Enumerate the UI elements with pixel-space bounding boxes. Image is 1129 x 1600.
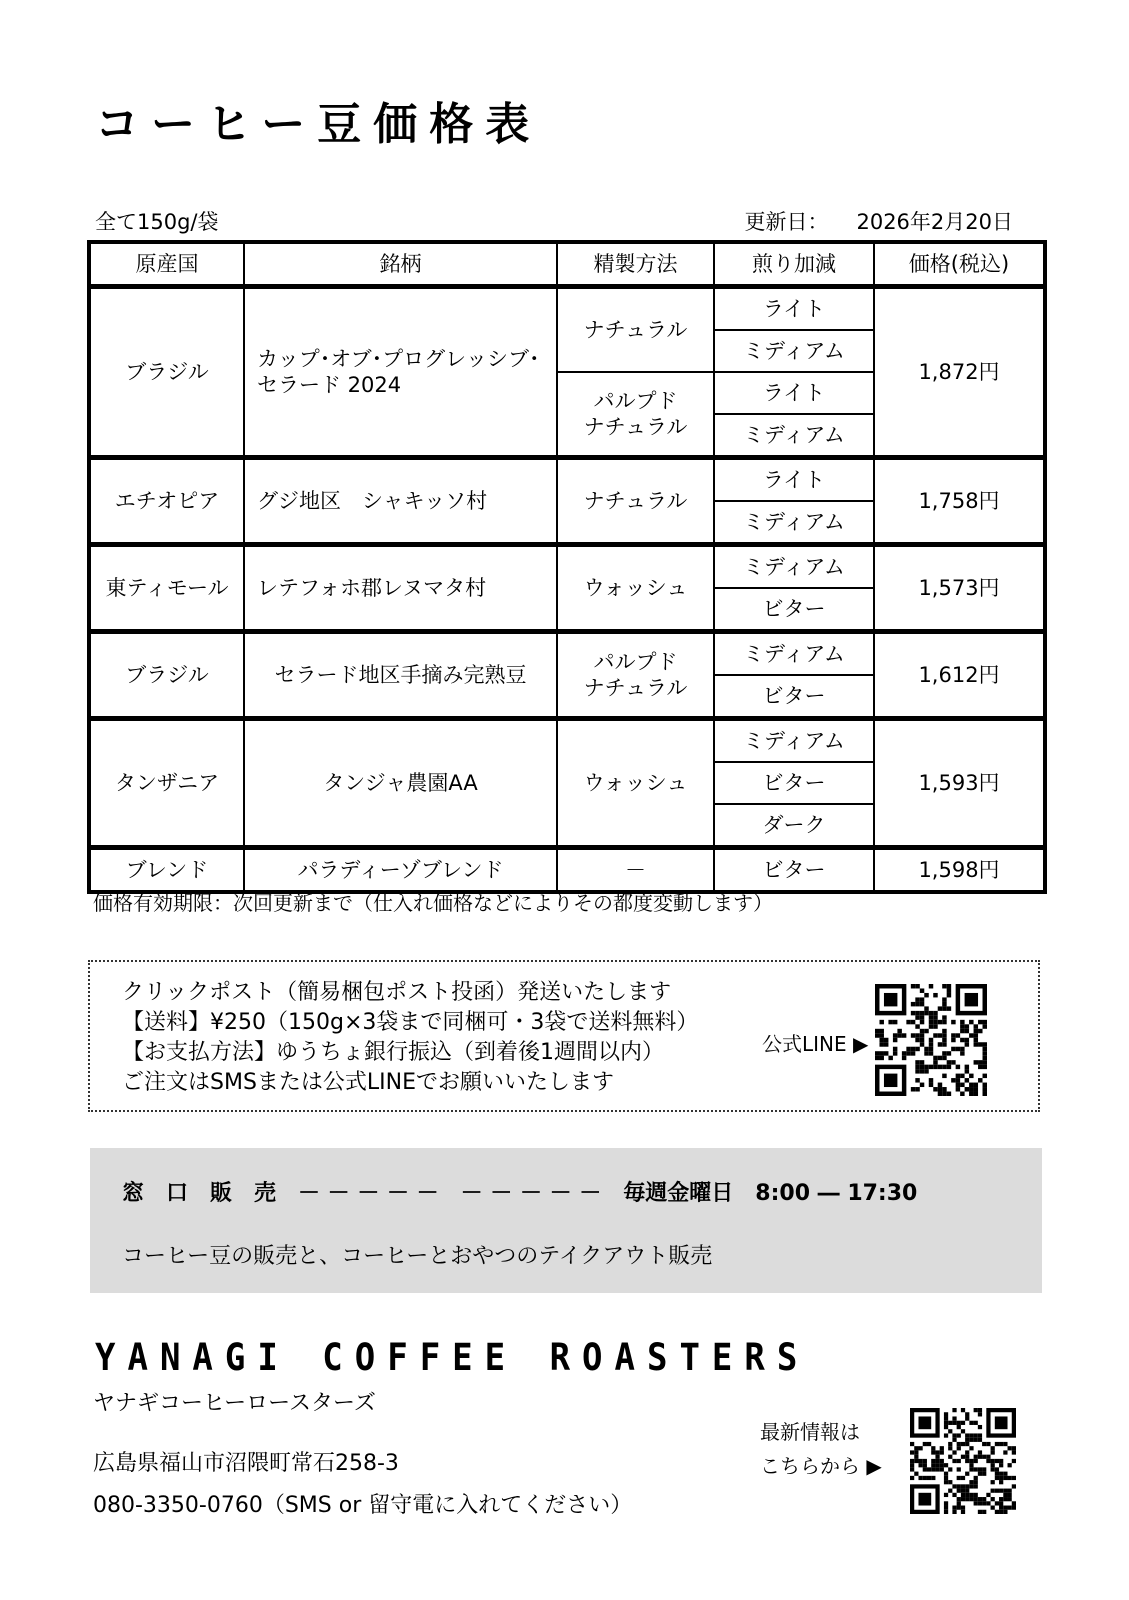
- price-cell: 1,758円: [874, 458, 1045, 545]
- roast-cell: ミディアム: [714, 719, 874, 763]
- latest-info-label: [760, 1415, 882, 1483]
- shipping-line: クリックポスト（簡易梱包ポスト投函）発送いたします: [122, 980, 672, 1005]
- table-row: [89, 287, 1045, 331]
- roast-cell: ビター: [714, 675, 874, 719]
- shipping-info-box: [88, 960, 1040, 1112]
- brand-kana: ヤナギコーヒーロースターズ: [93, 1391, 376, 1416]
- origin-cell: 東ティモール: [89, 545, 244, 632]
- roast-cell: ミディアム: [714, 632, 874, 676]
- origin-cell: タンザニア: [89, 719, 244, 848]
- roast-cell: ミディアム: [714, 545, 874, 589]
- roast-cell: ミディアム: [714, 414, 874, 458]
- validity-note: 価格有効期限：次回更新まで（仕入れ価格などによりその都度変動します）: [93, 891, 773, 915]
- price-cell: 1,593円: [874, 719, 1045, 848]
- origin-cell: エチオピア: [89, 458, 244, 545]
- process-cell: ナチュラル: [557, 458, 714, 545]
- table-row: [89, 458, 1045, 502]
- roast-cell: ライト: [714, 372, 874, 414]
- price-cell: 1,598円: [874, 848, 1045, 893]
- counter-description: コーヒー豆の販売と、コーヒーとおやつのテイクアウト販売: [122, 1244, 713, 1269]
- price-table: [87, 240, 1047, 894]
- roast-cell: ライト: [714, 287, 874, 331]
- product-group: [89, 632, 1045, 719]
- shipping-line: ご注文はSMSまたは公式LINEでお願いいたします: [122, 1070, 615, 1095]
- origin-cell: ブラジル: [89, 632, 244, 719]
- product-group: [89, 719, 1045, 848]
- origin-cell: ブラジル: [89, 287, 244, 458]
- price-cell: 1,872円: [874, 287, 1045, 458]
- address: 広島県福山市沼隈町常石258-3: [93, 1451, 399, 1476]
- page-title: コーヒー豆価格表: [95, 99, 542, 150]
- roast-cell: ダーク: [714, 804, 874, 848]
- table-row: [89, 848, 1045, 893]
- line-label: 公式LINE ▶: [762, 1032, 869, 1056]
- name-cell: タンジャ農園AA: [244, 719, 557, 848]
- table-row: [89, 545, 1045, 589]
- product-group: [89, 458, 1045, 545]
- counter-hours: 窓 口 販 売 － － － － － － － － － － 毎週金曜日 8:00 ― 17:30: [122, 1181, 918, 1206]
- process-cell: パルプド ナチュラル: [557, 632, 714, 719]
- process-cell: ウォッシュ: [557, 545, 714, 632]
- web-qr-code-icon[interactable]: [910, 1408, 1016, 1514]
- header-price: 価格(税込): [874, 242, 1045, 287]
- roast-cell: ビター: [714, 848, 874, 893]
- unit-note: 全て150g/袋: [95, 210, 219, 234]
- process-cell: ナチュラル: [557, 287, 714, 373]
- latest-info-line: こちらから ▶: [760, 1454, 882, 1478]
- shipping-line: 【お支払方法】ゆうちょ銀行振込（到着後1週間以内）: [122, 1040, 664, 1065]
- table-row: [89, 719, 1045, 763]
- name-cell: グジ地区 シャキッソ村: [244, 458, 557, 545]
- line-qr-code-icon[interactable]: [875, 984, 987, 1096]
- updated-value: 2026年2月20日: [856, 210, 1013, 234]
- roast-cell: ミディアム: [714, 330, 874, 372]
- header-process: 精製方法: [557, 242, 714, 287]
- header-origin: 原産国: [89, 242, 244, 287]
- roast-cell: ミディアム: [714, 501, 874, 545]
- name-cell: パラディーゾブレンド: [244, 848, 557, 893]
- counter-sales-box: [90, 1148, 1042, 1293]
- process-cell: －: [557, 848, 714, 893]
- name-cell: セラード地区手摘み完熟豆: [244, 632, 557, 719]
- roast-cell: ビター: [714, 762, 874, 804]
- product-group: [89, 287, 1045, 458]
- price-cell: 1,573円: [874, 545, 1045, 632]
- phone: 080-3350-0760（SMS or 留守電に入れてください）: [93, 1493, 633, 1518]
- header-name: 銘柄: [244, 242, 557, 287]
- product-group: [89, 545, 1045, 632]
- product-group: [89, 848, 1045, 893]
- roast-cell: ライト: [714, 458, 874, 502]
- updated-label: 更新日：: [744, 210, 829, 234]
- header-roast: 煎り加減: [714, 242, 874, 287]
- table-row: [89, 632, 1045, 676]
- latest-info-line: 最新情報は: [760, 1420, 860, 1444]
- updated-date: [744, 206, 1013, 236]
- brand-logo: YANAGI COFFEE ROASTERS: [95, 1336, 810, 1380]
- process-cell: ウォッシュ: [557, 719, 714, 848]
- table-header-row: [89, 242, 1045, 287]
- name-cell: カップ･オブ･プログレッシブ･ セラード 2024: [244, 287, 557, 458]
- process-cell: パルプド ナチュラル: [557, 372, 714, 458]
- roast-cell: ビター: [714, 588, 874, 632]
- name-cell: レテフォホ郡レヌマタ村: [244, 545, 557, 632]
- origin-cell: ブレンド: [89, 848, 244, 893]
- price-cell: 1,612円: [874, 632, 1045, 719]
- shipping-line: 【送料】¥250（150g×3袋まで同梱可・3袋で送料無料）: [122, 1010, 699, 1035]
